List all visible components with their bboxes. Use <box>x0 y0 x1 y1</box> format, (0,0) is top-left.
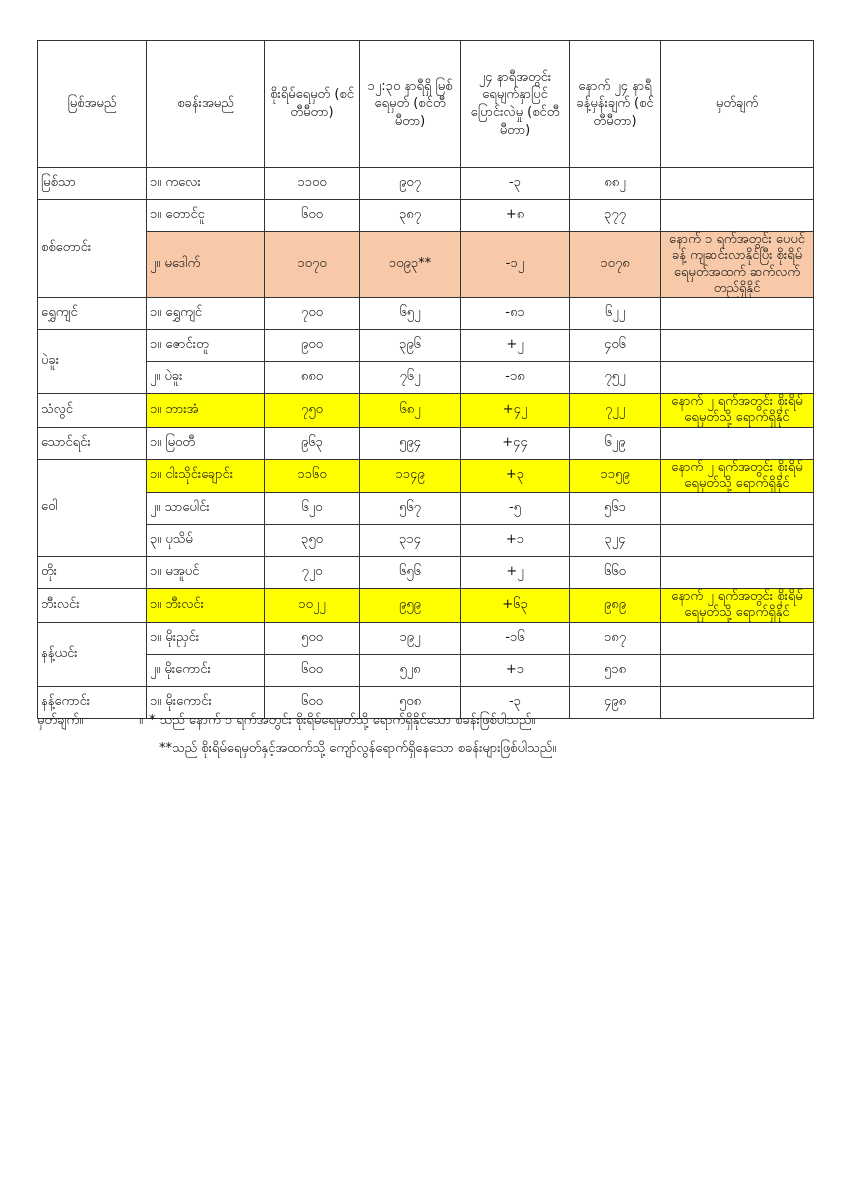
river-name: မြစ်သာ <box>38 168 147 200</box>
level-change: -၈၁ <box>461 298 570 330</box>
forecast-level: ၆၆၀ <box>570 557 661 589</box>
forecast-level: ၉၈၉ <box>570 589 661 623</box>
level-change: +၂ <box>461 330 570 362</box>
table-row <box>38 459 814 493</box>
remark <box>661 362 814 394</box>
level-change: +၆၃ <box>461 589 570 623</box>
table-row <box>38 200 814 232</box>
table-row <box>38 557 814 589</box>
table-row <box>38 622 814 654</box>
remark <box>661 330 814 362</box>
danger-level: ၆၀၀ <box>265 200 360 232</box>
remark <box>661 493 814 525</box>
table-row <box>38 168 814 200</box>
station-name: ၃။ ပုသိမ် <box>147 525 265 557</box>
river-name: သံလွင် <box>38 394 147 428</box>
danger-level: ၆၀၀ <box>265 686 360 718</box>
station-name: ၁။ ရွှေကျင် <box>147 298 265 330</box>
station-name: ၁။ မြဝတီ <box>147 427 265 459</box>
river-name: တိုး <box>38 557 147 589</box>
danger-level: ၁၀၂၂ <box>265 589 360 623</box>
current-level: ၃၁၄ <box>360 525 461 557</box>
remark <box>661 168 814 200</box>
station-name: ၁။ ငါးသိုင်းချောင်း <box>147 459 265 493</box>
river-name: ဘီးလင်း <box>38 589 147 623</box>
river-name: စစ်တောင်း <box>38 200 147 298</box>
forecast-level: ၁၀၇၈ <box>570 232 661 298</box>
forecast-level: ၇၂၂ <box>570 394 661 428</box>
remark <box>661 654 814 686</box>
river-name: ဝေါ <box>38 459 147 557</box>
table-row <box>38 493 814 525</box>
level-change: +၃ <box>461 459 570 493</box>
station-name: ၁။ ဘားအံ <box>147 394 265 428</box>
remark <box>661 686 814 718</box>
river-name: သောင်ရင်း <box>38 427 147 459</box>
current-level: ၅၂၈ <box>360 654 461 686</box>
header-river: မြစ်အမည် <box>38 41 147 168</box>
station-name: ၂။ မိုးကောင်း <box>147 654 265 686</box>
table-row <box>38 330 814 362</box>
forecast-level: ၁၈၇ <box>570 622 661 654</box>
remark <box>661 525 814 557</box>
station-name: ၁။ မအူပင် <box>147 557 265 589</box>
remark: နောက် ၁ ရက်အတွင်း ပေပင်ခန့် ကျဆင်းလာနိုင်ပြီး စိုးရိမ်ရေမှတ်အထက် ဆက်လက်တည်ရှိနိုင် <box>661 232 814 298</box>
footnote-single-star-text: * သည် နောက် ၁ ရက်အတွင်း စိုးရိမ်ရေမှတ်သို့ ရောက်ရှိနိုင်သော စခန်းဖြစ်ပါသည်။ <box>149 713 536 728</box>
table-row <box>38 298 814 330</box>
remark: နောက် ၂ ရက်အတွင်း စိုးရိမ်ရေမှတ်သို့ ရောက်ရှိနိုင် <box>661 394 814 428</box>
danger-level: ၁၁၀၀ <box>265 168 360 200</box>
remark <box>661 557 814 589</box>
table-row <box>38 362 814 394</box>
level-change: -၁၈ <box>461 362 570 394</box>
danger-level: ၁၁၆၀ <box>265 459 360 493</box>
danger-level: ၆၂၀ <box>265 493 360 525</box>
footnote-separator: ။ <box>139 713 143 728</box>
table-row <box>38 525 814 557</box>
forecast-level: ၅၁၈ <box>570 654 661 686</box>
level-change: -၃ <box>461 686 570 718</box>
current-level: ၆၅၆ <box>360 557 461 589</box>
forecast-level: ၄၉၈ <box>570 686 661 718</box>
header-station: စခန်းအမည် <box>147 41 265 168</box>
remark: နောက် ၂ ရက်အတွင်း စိုးရိမ်ရေမှတ်သို့ ရောက်ရှိနိုင် <box>661 589 814 623</box>
station-name: ၁။ ဘီးလင်း <box>147 589 265 623</box>
forecast-level: ၃၂၄ <box>570 525 661 557</box>
level-change: +၁ <box>461 654 570 686</box>
header-current-level: ၁၂:၃၀ နာရီရှိ မြစ်ရေမှတ် (စင်တီမီတာ) <box>360 41 461 168</box>
level-change: -၁၆ <box>461 622 570 654</box>
danger-level: ၇၅၀ <box>265 394 360 428</box>
forecast-level: ၄၀၆ <box>570 330 661 362</box>
level-change: +၄၂ <box>461 394 570 428</box>
level-change: +၄၄ <box>461 427 570 459</box>
remark <box>661 298 814 330</box>
forecast-level: ၆၂၂ <box>570 298 661 330</box>
remark <box>661 622 814 654</box>
header-24h-change: ၂၄ နာရီအတွင်း ရေမျက်နှာပြင် ပြောင်းလဲမှု (စင်တီမီတာ) <box>461 41 570 168</box>
current-level: ၃၉၆ <box>360 330 461 362</box>
danger-level: ၇၀၀ <box>265 298 360 330</box>
danger-level: ၃၅၀ <box>265 525 360 557</box>
current-level: ၅၉၄ <box>360 427 461 459</box>
current-level: ၆၈၂ <box>360 394 461 428</box>
table-header-row <box>38 41 814 168</box>
forecast-level: ၈၈၂ <box>570 168 661 200</box>
footnote-double-star: **သည် စိုးရိမ်ရေမှတ်နှင့်အထက်သို့ ကျော်လွန်ရောက်ရှိနေသော စခန်းများဖြစ်ပါသည်။ <box>159 741 557 756</box>
station-name: ၁။ ကလေး <box>147 168 265 200</box>
river-name: ပဲခူး <box>38 330 147 394</box>
danger-level: ၉၀၀ <box>265 330 360 362</box>
current-level: ၃၈၇ <box>360 200 461 232</box>
table-row <box>38 589 814 623</box>
level-change: -၁၂ <box>461 232 570 298</box>
station-name: ၂။ မဒေါက် <box>147 232 265 298</box>
table-row <box>38 232 814 298</box>
header-danger-level: စိုးရိမ်ရေမှတ် (စင်တီမီတာ) <box>265 41 360 168</box>
current-level: ၁၉၂ <box>360 622 461 654</box>
forecast-level: ၆၂၉ <box>570 427 661 459</box>
table-row <box>38 394 814 428</box>
level-change: +၁ <box>461 525 570 557</box>
forecast-level: ၃၇၇ <box>570 200 661 232</box>
danger-level: ၅၀၀ <box>265 622 360 654</box>
station-name: ၁။ ဇောင်းတူ <box>147 330 265 362</box>
current-level: ၅၆၇ <box>360 493 461 525</box>
level-change: -၅ <box>461 493 570 525</box>
table-row <box>38 427 814 459</box>
forecast-level: ၅၆၁ <box>570 493 661 525</box>
level-change: +၂ <box>461 557 570 589</box>
forecast-level: ၇၅၂ <box>570 362 661 394</box>
danger-level: ၉၆၃ <box>265 427 360 459</box>
danger-level: ၆၀၀ <box>265 654 360 686</box>
footnote-single-star <box>37 712 535 731</box>
station-name: ၁။ တောင်ငူ <box>147 200 265 232</box>
river-name: နန့်ကောင်း <box>38 686 147 718</box>
danger-level: ၇၂၀ <box>265 557 360 589</box>
station-name: ၂။ သာပေါင်း <box>147 493 265 525</box>
current-level: ၅၀၈ <box>360 686 461 718</box>
remark: နောက် ၂ ရက်အတွင်း စိုးရိမ်ရေမှတ်သို့ ရောက်ရှိနိုင် <box>661 459 814 493</box>
forecast-level: ၁၁၅၉ <box>570 459 661 493</box>
current-level: ၁၁၄၉ <box>360 459 461 493</box>
footnote-label: မှတ်ချက်။ <box>37 713 84 728</box>
header-24h-forecast: နောက် ၂၄ နာရီ ခန့်မှန်းချက် (စင်တီမီတာ) <box>570 41 661 168</box>
station-name: ၁။ မိုးကောင်း <box>147 686 265 718</box>
station-name: ၂။ ပဲခူး <box>147 362 265 394</box>
station-name: ၁။ မိုးညှင်း <box>147 622 265 654</box>
current-level: ၉၀၇ <box>360 168 461 200</box>
level-change: -၃ <box>461 168 570 200</box>
river-name: နန့်ယင်း <box>38 622 147 686</box>
danger-level: ၁၀၇၀ <box>265 232 360 298</box>
river-name: ရွှေကျင် <box>38 298 147 330</box>
current-level: ၆၅၂ <box>360 298 461 330</box>
danger-level: ၈၈၀ <box>265 362 360 394</box>
remark <box>661 200 814 232</box>
remark <box>661 427 814 459</box>
header-remark: မှတ်ချက် <box>661 41 814 168</box>
level-change: +၈ <box>461 200 570 232</box>
table-row <box>38 654 814 686</box>
current-level: ၇၆၂ <box>360 362 461 394</box>
current-level: ၁၀၉၃** <box>360 232 461 298</box>
river-level-table <box>37 40 814 719</box>
current-level: ၉၅၉ <box>360 589 461 623</box>
